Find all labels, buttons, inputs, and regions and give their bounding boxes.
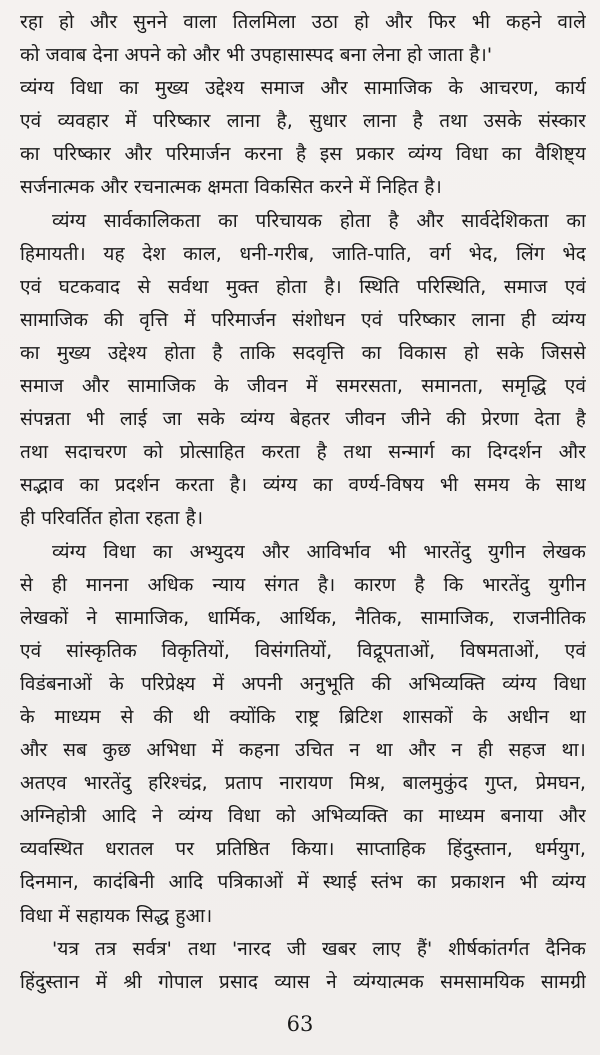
text-line: रहा हो और सुनने वाला तिलमिला उठा हो और फिर भी कहने वाले [20, 11, 586, 33]
text-line: एवं घटकवाद से सर्वथा मुक्त होता है। स्थिति परिस्थिति, समाज एवं [20, 275, 586, 298]
text-line: दिनमान, कादंबिनी आदि पत्रिकाओं में स्थाई स्तंभ का प्रकाशन भी व्यंग्य [20, 871, 586, 894]
text-line: व्यंग्य विधा का मुख्य उद्देश्य समाज और सामाजिक के आचरण, कार्य [20, 77, 586, 100]
text-line: से ही मानना अधिक न्याय संगत है। कारण है कि भारतेंदु युगीन [20, 573, 586, 596]
text-line: सर्जनात्मक और रचनात्मक क्षमता विकसित करने में निहित है। [20, 176, 442, 199]
text-line: अग्निहोत्री आदि ने व्यंग्य विधा को अभिव्यक्ति का माध्यम बनाया और [20, 805, 586, 828]
text-line: एवं व्यवहार में परिष्कार लाना है, सुधार लाना है तथा उसके संस्कार [20, 110, 586, 133]
text-line: संपन्नता भी लाई जा सके व्यंग्य बेहतर जीवन जीने की प्रेरणा देता है [20, 408, 586, 431]
text-line: और सब कुछ अभिधा में कहना उचित न था और न ही सहज था। [20, 739, 586, 762]
text-line: व्यवस्थित धरातल पर प्रतिष्ठित किया। साप्ताहिक हिंदुस्तान, धर्मयुग, [20, 838, 586, 861]
text-line: हिमायती। यह देश काल, धनी-गरीब, जाति-पाति, वर्ग भेद, लिंग भेद [20, 242, 586, 265]
text-line: के माध्यम से की थी क्योंकि राष्ट्र ब्रिटिश शासकों के अधीन था [20, 705, 586, 728]
text-line: सामाजिक की वृत्ति में परिमार्जन संशोधन एवं परिष्कार लाना ही व्यंग्य [20, 308, 586, 331]
text-line: तथा सदाचरण को प्रोत्साहित करता है तथा सन्मार्ग का दिग्दर्शन और [20, 441, 586, 464]
text-line: व्यंग्य सार्वकालिकता का परिचायक होता है और सार्वदेशिकता का [52, 209, 586, 232]
text-line: 'यत्र तत्र सर्वत्र' तथा 'नारद जी खबर लाए हैं' शीर्षकांतर्गत दैनिक [52, 937, 586, 960]
text-line: लेखकों ने सामाजिक, धार्मिक, आर्थिक, नैतिक, सामाजिक, राजनीतिक [20, 606, 586, 629]
text-line: का परिष्कार और परिमार्जन करना है इस प्रकार व्यंग्य विधा का वैशिष्ट्य [20, 143, 586, 166]
text-line: का मुख्य उद्देश्य होता है ताकि सदवृत्ति का विकास हो सके जिससे [20, 341, 586, 364]
text-line: एवं सांस्कृतिक विकृतियों, विसंगतियों, विद्रूपताओं, विषमताओं, एवं [20, 639, 586, 662]
text-line: विडंबनाओं के परिप्रेक्ष्य में अपनी अनुभूति की अभिव्यक्ति व्यंग्य विधा [20, 672, 586, 695]
text-line: ही परिवर्तित होता रहता है। [20, 507, 204, 530]
text-line: सद्भाव का प्रदर्शन करता है। व्यंग्य का वर्ण्य-विषय भी समय के साथ [20, 474, 586, 497]
page-number: 63 [286, 1012, 314, 1036]
text-line: विधा में सहायक सिद्ध हुआ। [20, 904, 213, 927]
body-text [20, 6, 586, 999]
text-line: को जवाब देना अपने को और भी उपहासास्पद बना लेना हो जाता है।' [20, 44, 493, 67]
text-line: अतएव भारतेंदु हरिश्चंद्र, प्रताप नारायण मिश्र, बालमुकुंद गुप्त, प्रेमघन, [20, 772, 586, 795]
text-line: हिंदुस्तान में श्री गोपाल प्रसाद व्यास ने व्यंग्यात्मक समसामयिक सामग्री [20, 970, 586, 993]
text-line: व्यंग्य विधा का अभ्युदय और आविर्भाव भी भारतेंदु युगीन लेखक [52, 540, 586, 563]
text-line: समाज और सामाजिक के जीवन में समरसता, समानता, समृद्धि एवं [20, 375, 586, 398]
